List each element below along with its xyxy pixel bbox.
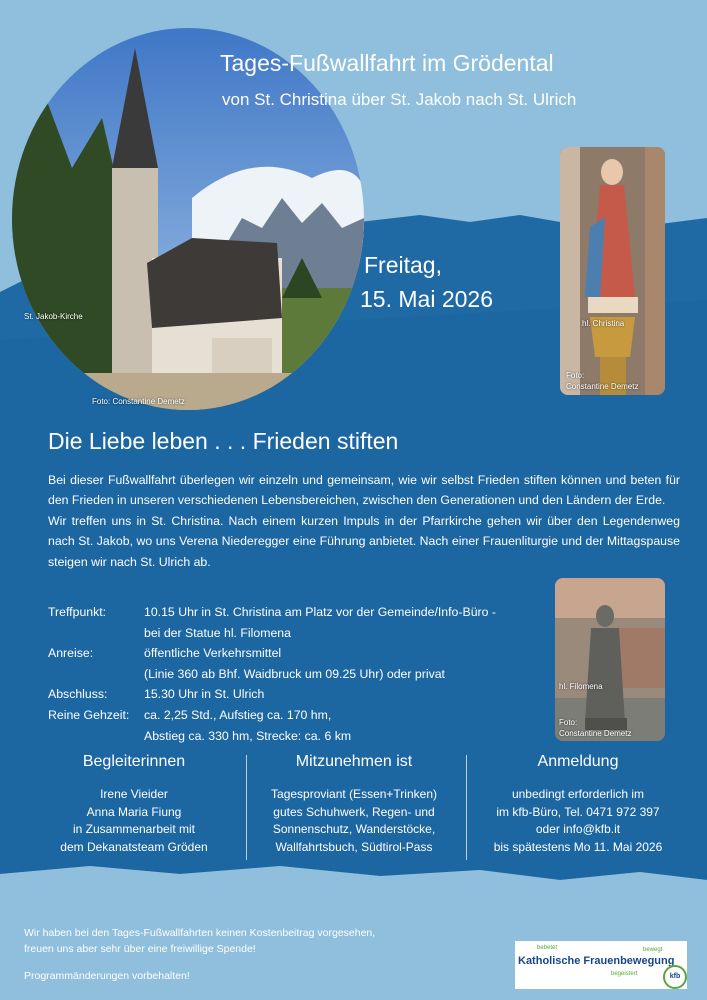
column-divider <box>246 755 247 860</box>
register-column <box>478 752 678 856</box>
filomena-caption: hl. Filomena <box>559 682 603 691</box>
detail-line: öffentliche Verkehrsmittel <box>144 646 282 661</box>
church-caption: St. Jakob-Kirche <box>24 312 83 321</box>
christina-caption: hl. Christina <box>582 319 625 328</box>
church-photo <box>12 28 364 410</box>
guides-heading: Begleiterinnen <box>82 753 186 770</box>
register-line: im kfb-Büro, Tel. 0471 972 397 <box>496 804 660 819</box>
filomena-statue-illustration <box>555 578 665 741</box>
logo-tagline-bottom: begeistert <box>611 971 638 977</box>
intro-text <box>48 470 680 572</box>
detail-arrival <box>48 643 496 684</box>
bring-line: Sonnenschutz, Wanderstöcke, <box>272 822 436 836</box>
detail-label: Treffpunkt: <box>48 605 107 619</box>
christina-photo <box>560 147 665 395</box>
guides-line: Anna Maria Fiung <box>86 804 182 819</box>
detail-meeting-point <box>48 602 496 643</box>
page-title: Tages-Fußwallfahrt im Grödental <box>220 50 554 76</box>
register-line: bis spätestens Mo 11. Mai 2026 <box>493 839 663 854</box>
detail-label: Abschluss: <box>48 687 108 702</box>
guides-line: Irene Vieider <box>100 787 168 801</box>
detail-value <box>144 643 445 684</box>
event-date <box>360 248 493 316</box>
logo-name: Katholische Frauenbewegung <box>518 955 675 967</box>
section-headline: Die Liebe leben . . . Frieden stiften <box>48 428 399 454</box>
kfb-badge-icon: kfb <box>663 965 687 989</box>
guides-line: in Zusammenarbeit mit <box>72 822 196 836</box>
bring-column <box>254 752 454 856</box>
detail-walking-time <box>48 705 496 746</box>
intro-paragraph-1: Bei dieser Fußwallfahrt überlegen wir einzeln und gemeinsam, wie wir selbst Frieden stiften können und beten für den Frieden in unseren verschiedenen Lebensbereichen, zwischen den Generationen und den Ländern der Erde. <box>48 473 680 508</box>
detail-end <box>48 684 496 705</box>
guides-line: dem Dekanatsteam Gröden <box>60 839 208 854</box>
detail-line: 15.30 Uhr in St. Ulrich <box>144 687 265 702</box>
kfb-logo <box>515 941 687 989</box>
bring-line: gutes Schuhwerk, Regen- und <box>273 804 435 819</box>
christina-credit-label: Foto: <box>566 371 585 380</box>
register-line: oder info@kfb.it <box>535 822 621 836</box>
detail-line: Abstieg ca. 330 hm, Strecke: ca. 6 km <box>144 728 352 743</box>
detail-line: ca. 2,25 Std., Aufstieg ca. 170 hm, <box>144 707 332 722</box>
detail-label: Reine Gehzeit: <box>48 707 130 722</box>
church-illustration <box>12 28 364 410</box>
detail-line: 10.15 Uhr in St. Christina am Platz vor der Gemeinde/Info-Büro - <box>144 605 496 619</box>
detail-value <box>144 705 351 746</box>
donation-note-2: freuen uns aber sehr über eine freiwillige Spende! <box>24 943 256 955</box>
detail-line: (Linie 360 ab Bhf. Waidbruck um 09.25 Uhr) oder privat <box>144 666 445 681</box>
register-heading: Anmeldung <box>537 753 619 770</box>
event-weekday: Freitag, <box>364 252 442 278</box>
bring-line: Wallfahrtsbuch, Südtirol-Pass <box>275 839 433 854</box>
detail-value <box>144 684 264 705</box>
logo-tagline-top-right: bewegt <box>643 947 663 953</box>
event-day: 15. Mai 2026 <box>360 286 493 312</box>
bring-heading: Mitzunehmen ist <box>295 753 413 770</box>
detail-value <box>144 602 496 643</box>
filomena-photo <box>555 578 665 741</box>
bring-line: Tagesproviant (Essen+Trinken) <box>271 787 437 801</box>
intro-paragraph-2: Wir treffen uns in St. Christina. Nach einem kurzen Impuls in der Pfarrkirche gehen wir über den Legendenweg nach St. Jakob, wo uns Verena Niederegger eine Führung anbietet. Nach einer Frauenliturgie und der Mittagspause steigen wir nach St. Ulrich ab. <box>48 513 680 569</box>
filomena-credit-label: Foto: <box>559 718 578 727</box>
event-details <box>48 602 496 746</box>
changes-note: Programmänderungen vorbehalten! <box>24 970 190 982</box>
guides-column <box>34 752 234 856</box>
detail-label: Anreise: <box>48 646 94 661</box>
logo-tagline-top: bebetet <box>537 945 558 951</box>
christina-statue-illustration <box>560 147 665 395</box>
column-divider <box>466 755 467 860</box>
page-subtitle: von St. Christina über St. Jakob nach St. Ulrich <box>222 90 577 109</box>
donation-note-1: Wir haben bei den Tages-Fußwallfahrten keinen Kostenbeitrag vorgesehen, <box>24 927 376 939</box>
filomena-credit-name: Constantine Demetz <box>559 729 632 738</box>
register-line: unbedingt erforderlich im <box>511 787 645 801</box>
church-credit: Foto: Constantine Demetz <box>92 397 185 406</box>
christina-credit-name: Constantine Demetz <box>566 382 639 391</box>
detail-line: bei der Statue hl. Filomena <box>144 625 291 640</box>
